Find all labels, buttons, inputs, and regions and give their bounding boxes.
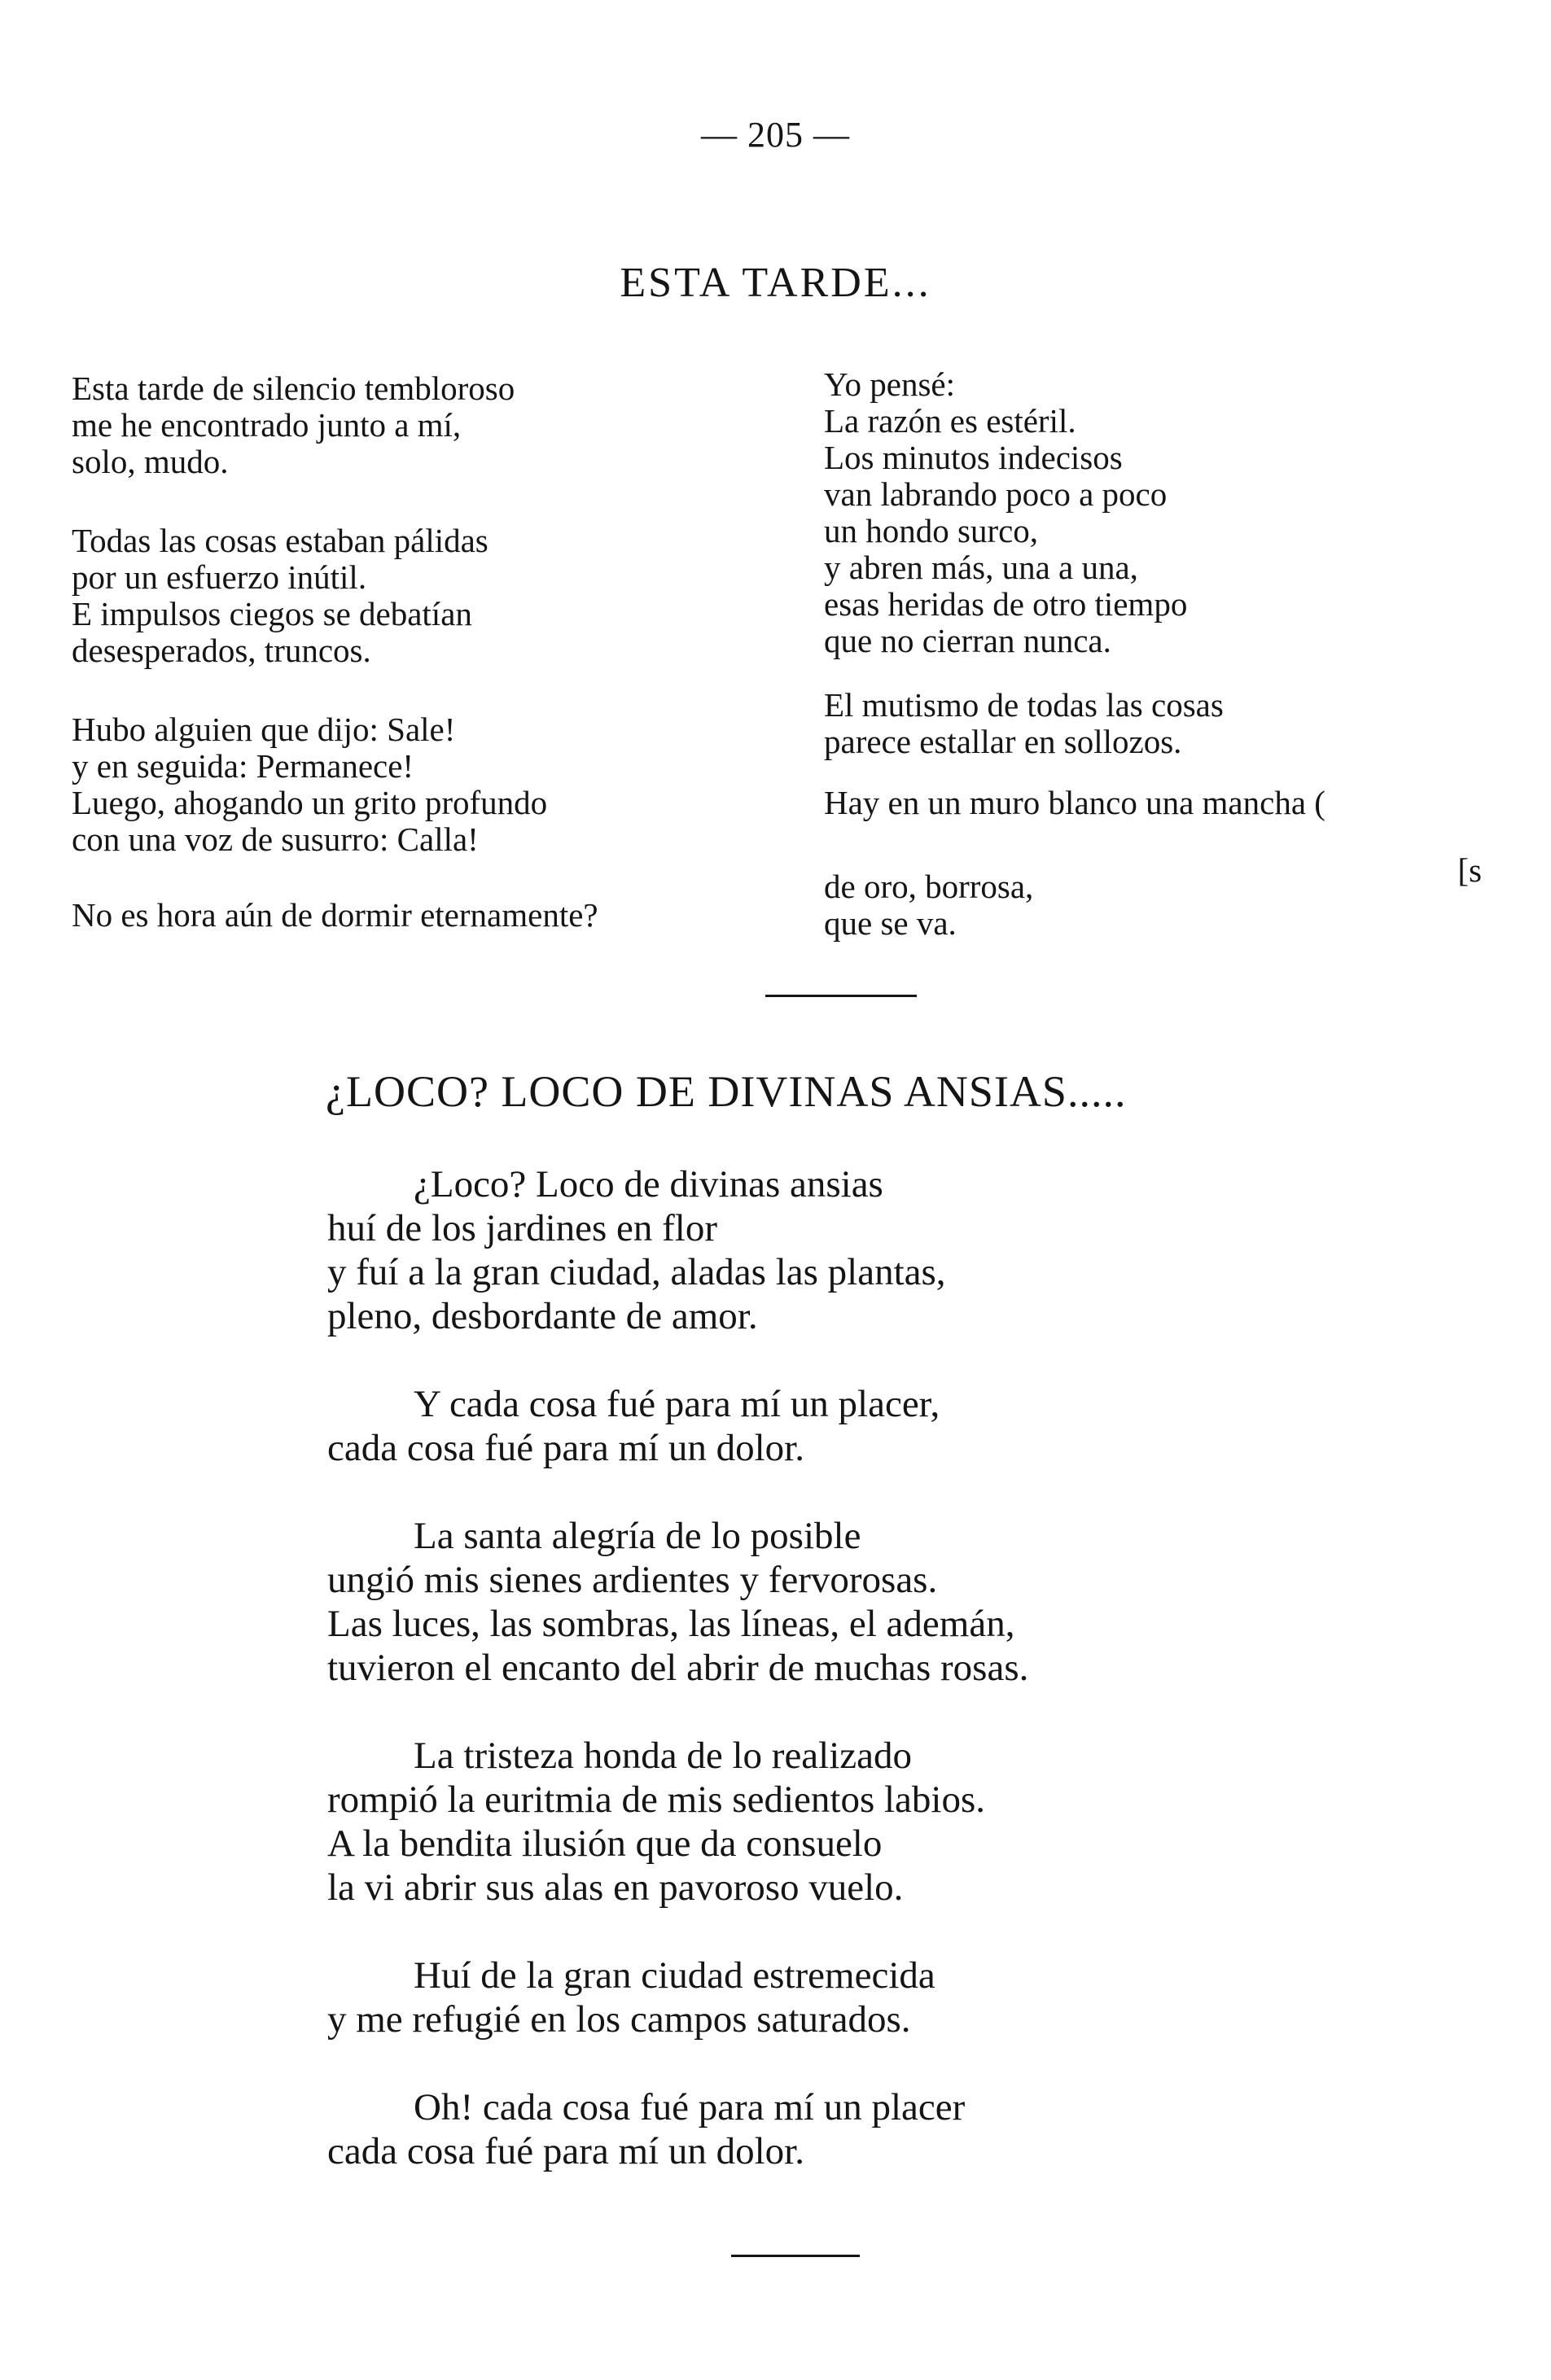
verse-line: No es hora aún de dormir eternamente?	[72, 896, 598, 934]
verse-line: Luego, ahogando un grito profundo	[72, 784, 548, 821]
verse-line: La tristeza honda de lo realizado	[414, 1735, 913, 1777]
stanza	[72, 523, 804, 669]
stanza	[72, 711, 804, 858]
verse-line: Hay en un muro blanco una mancha (	[824, 784, 1325, 821]
verse-line: me he encontrado junto a mí,	[72, 406, 462, 444]
verse-line: Las luces, las sombras, las líneas, el ademán,	[327, 1603, 1015, 1645]
verse-line: huí de los jardines en flor	[327, 1207, 718, 1249]
stanza	[72, 897, 804, 934]
verse-line: ungió mis sienes ardientes y fervorosas.	[327, 1559, 938, 1601]
verse-line: rompió la euritmia de mis sedientos labios.	[327, 1778, 985, 1821]
verse-line: cada cosa fué para mí un dolor.	[327, 2130, 804, 2172]
verse-line: solo, mudo.	[72, 443, 229, 480]
verse-line: ¿Loco? Loco de divinas ansias	[414, 1163, 883, 1205]
verse-line: E impulsos ciegos se debatían	[72, 595, 472, 632]
verse-line: y fuí a la gran ciudad, aladas las plantas,	[327, 1251, 946, 1293]
verse-line: Y cada cosa fué para mí un placer,	[414, 1383, 940, 1425]
stanza	[327, 1953, 1386, 2041]
stanza	[327, 2085, 1386, 2173]
verse-line: y me refugié en los campos saturados.	[327, 1998, 911, 2041]
verse-line: Huí de la gran ciudad estremecida	[414, 1954, 935, 1997]
verse-line: desesperados, truncos.	[72, 632, 371, 669]
poem1-left-column	[72, 370, 804, 934]
verse-line: El mutismo de todas las cosas	[824, 686, 1224, 724]
stanza	[824, 366, 1540, 659]
page-number: — 205 —	[701, 115, 850, 155]
verse-overflow-fragment: [s	[1457, 851, 1482, 889]
stanza	[327, 1734, 1386, 1910]
verse-line: Todas las cosas estaban pálidas	[72, 522, 489, 559]
verse-line: por un esfuerzo inútil.	[72, 558, 367, 596]
verse-line: pleno, desbordante de amor.	[327, 1295, 758, 1337]
verse-line: A la bendita ilusión que da consuelo	[327, 1822, 883, 1865]
verse-line: de oro, borrosa,	[824, 868, 1034, 905]
stanza	[327, 1382, 1386, 1470]
verse-line: Yo pensé:	[824, 365, 955, 403]
verse-line: un hondo surco,	[824, 512, 1039, 549]
verse-line: cada cosa fué para mí un dolor.	[327, 1427, 804, 1469]
verse-line: esas heridas de otro tiempo	[824, 585, 1188, 623]
stanza	[824, 785, 1540, 821]
verse-line: parece estallar en sollozos.	[824, 723, 1182, 760]
verse-line: la vi abrir sus alas en pavoroso vuelo.	[327, 1866, 904, 1909]
verse-line: Esta tarde de silencio tembloroso	[72, 370, 515, 407]
stanza	[72, 370, 804, 480]
verse-line: La santa alegría de lo posible	[414, 1515, 861, 1557]
verse-line: Oh! cada cosa fué para mí un placer	[414, 2086, 966, 2128]
poem2-body	[327, 1162, 1386, 2173]
verse-line: van labrando poco a poco	[824, 475, 1168, 513]
stanza	[327, 1162, 1386, 1338]
stanza	[824, 687, 1540, 760]
stanza	[327, 1514, 1386, 1690]
verse-line: Hubo alguien que dijo: Sale!	[72, 711, 456, 748]
section-divider	[765, 995, 917, 997]
poem-title-esta-tarde: ESTA TARDE...	[620, 260, 931, 306]
verse-line: que se va.	[824, 904, 957, 942]
verse-line: tuvieron el encanto del abrir de muchas rosas.	[327, 1647, 1029, 1689]
end-divider	[731, 2255, 860, 2257]
poem-title-loco: ¿LOCO? LOCO DE DIVINAS ANSIAS.....	[326, 1067, 1127, 1116]
verse-line: y abren más, una a una,	[824, 549, 1138, 586]
verse-line: y en seguida: Permanece!	[72, 747, 414, 785]
verse-line: que no cierran nunca.	[824, 622, 1111, 659]
verse-line: La razón es estéril.	[824, 402, 1076, 440]
verse-line: con una voz de susurro: Calla!	[72, 820, 479, 858]
verse-line: Los minutos indecisos	[824, 439, 1123, 476]
